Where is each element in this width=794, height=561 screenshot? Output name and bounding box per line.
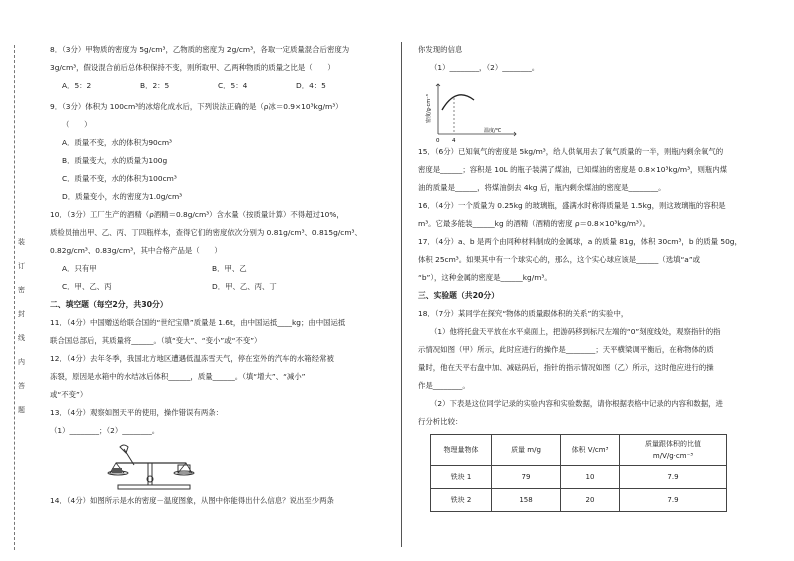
- margin-char: 密: [18, 286, 25, 294]
- q12-line2: 冻裂，原因是水箱中的水结冰后体积______，质量______。（填“增大”、“减小”: [50, 371, 306, 381]
- experiment-data-table: [430, 434, 727, 512]
- q8-line2: 3g/cm³，假设混合前后总体积保持不变，则所取甲、乙两种物质的质量之比是（ ）: [50, 63, 335, 72]
- table-header-row: [431, 435, 727, 466]
- q9-option-d: D．质量变小，水的密度为1.0g/cm³: [62, 191, 183, 201]
- q15-line3: 油的质量是______，将煤油倒去 4kg 后，瓶内剩余煤油的密度是________。: [418, 183, 666, 192]
- q12-line3: 或“不变”）: [50, 389, 88, 399]
- table-header-cell: 物理量物体: [431, 435, 492, 466]
- q9-option-b: B．质量变大，水的质量为100g: [62, 155, 168, 165]
- balance-figure: [94, 443, 204, 491]
- q8-option-c: C．5：4: [218, 81, 248, 90]
- q10-line2: 质检员抽出甲、乙、丙、丁四瓶样本，查得它们的密度依次分别为 0.81g/cm³、0.815g/cm³、: [50, 227, 362, 237]
- margin-char: 封: [18, 310, 25, 318]
- table-cell: 7.9: [620, 466, 727, 489]
- margin-char: 内: [18, 358, 25, 366]
- q10-option-a: A．只有甲: [62, 263, 97, 273]
- table-cell: 铁块 1: [431, 466, 492, 489]
- q18-line2: （1）他将托盘天平放在水平桌面上，把游码移到标尺左端的“0”刻度线处，观察指针的指: [430, 327, 721, 336]
- q11-line1: 11．（4分）中国赠送给联合国的“世纪宝鼎”质量是 1.6t，由中国运抵____kg；由中国运抵: [50, 317, 346, 327]
- margin-char: 订: [18, 262, 25, 270]
- column-divider: [401, 42, 402, 547]
- q14-line1: 14．（4分）如图所示是水的密度－温度图象，从图中你能得出什么信息？说出至少两条: [50, 495, 334, 505]
- q18-line4: 量时，他在天平右盘中加、减砝码后，指针的指示情况如图（乙）所示，这时他应进行的操: [418, 363, 714, 372]
- q10-option-d: D．甲、乙、丙、丁: [212, 281, 277, 291]
- q11-line2: 联合国总部后，其质量将______。（填“变大”、“变小”或“不变”）: [50, 335, 262, 345]
- table-cell: 20: [561, 489, 620, 512]
- table-cell: 7.9: [620, 489, 727, 512]
- binding-dashed-line: [14, 45, 15, 550]
- q8-line1: 8．（3分）甲物质的密度为 5g/cm³，乙物质的密度为 2g/cm³，各取一定质量混合后密度为: [50, 45, 350, 54]
- table-cell: 铁块 2: [431, 489, 492, 512]
- q16-line2: m³。它最多能装______kg 的酒精（酒精的密度 ρ＝0.8×10³kg/m³）。: [418, 219, 650, 228]
- q17-line3: “b”），这种金属的密度是______kg/m³。: [418, 273, 552, 282]
- margin-char: 题: [18, 406, 25, 414]
- q18-line5: 作是________。: [418, 381, 470, 390]
- q12-line1: 12．（4分）去年冬季，我国北方地区遭遇低温冻雪天气，停在室外的汽车的水箱经常被: [50, 353, 334, 363]
- q17-line2: 体积 25cm³。如果其中有一个球实心的，那么，这个实心球应该是______（选填“a”或: [418, 255, 701, 264]
- left-column: [50, 44, 395, 513]
- q9-option-c: C．质量不变，水的体积为100cm³: [62, 173, 177, 183]
- q18-line1: 18．（7分）某同学在探究“物体的质量跟体积的关系”的实验中，: [418, 309, 629, 318]
- table-row: [431, 489, 727, 512]
- binding-margin-labels: [18, 238, 28, 430]
- graph-curve: [442, 95, 474, 110]
- q10-options-row1: [50, 263, 395, 275]
- q18-line7: 行分析比较：: [418, 417, 463, 426]
- q13-line1: 13．（4分）观察如图天平的使用，操作错误有两条：: [50, 407, 224, 417]
- table-header-cell: 质量跟体积的比值 m/V/g·cm⁻³: [620, 435, 727, 466]
- q10-options-row2: [50, 281, 395, 293]
- q16-line1: 16．（4分）一个质量为 0.25kg 的玻璃瓶，盛满水时称得质量是 1.5kg，则这玻璃瓶的容积是: [418, 201, 726, 210]
- table-header-cell: 质量 m/g: [492, 435, 561, 466]
- graph-x-label: 温度/℃: [484, 128, 502, 134]
- section-3-heading: 三、实验题（共20分）: [418, 291, 500, 300]
- table-cell: 158: [492, 489, 561, 512]
- section-2-heading: 二、填空题（每空2分，共30分）: [50, 299, 168, 309]
- q15-line2: 密度是______；容积是 10L 的瓶子装满了煤油，已知煤油的密度是 0.8×10³kg/m³，则瓶内煤: [418, 165, 728, 174]
- table-header-cell: 体积 V/cm³: [561, 435, 620, 466]
- q14-cont-line2: （1）________，（2）________。: [430, 63, 540, 72]
- table-cell: 79: [492, 466, 561, 489]
- margin-char: 装: [18, 238, 25, 246]
- q10-option-b: B．甲、乙: [212, 263, 247, 273]
- q18-line6: （2）下表是这位同学记录的实验内容和实验数据，请你根据表格中记录的内容和数据，进: [430, 399, 723, 408]
- q8-option-d: D．4：5: [296, 81, 326, 90]
- q10-option-c: C．甲、乙、丙: [62, 281, 112, 291]
- q18-line3: 示情况如图（甲）所示，此时应进行的操作是________；天平横梁调平衡后，在称物体的质: [418, 345, 714, 354]
- q8-option-a: A．5：2: [62, 81, 92, 90]
- density-temperature-graph: [424, 80, 524, 144]
- margin-char: 答: [18, 382, 25, 390]
- q10-line1: 10．（3分）工厂生产的酒精（ρ酒精＝0.8g/cm³）含水量（按质量计算）不得超过10%，: [50, 209, 344, 219]
- q9-line1: 9．（3分）体积为 100cm³的冰熔化成水后，下列说法正确的是（ρ冰＝0.9×10³kg/m³）: [50, 101, 343, 111]
- graph-tick-4: 4: [452, 138, 456, 144]
- q17-line1: 17．（4分）a、b 是两个由同种材料制成的金属球，a 的质量 81g，体积 30cm³，b 的质量 50g，: [418, 237, 742, 246]
- graph-tick-0: 0: [436, 138, 440, 144]
- q9-line2: （ ）: [62, 119, 92, 129]
- table-row: [431, 466, 727, 489]
- table-cell: 10: [561, 466, 620, 489]
- q8-options: [50, 80, 395, 92]
- q9-option-a: A．质量不变，水的体积为90cm³: [62, 137, 172, 147]
- graph-y-label: 密度/g·cm⁻³: [426, 94, 432, 123]
- right-column: [418, 44, 780, 512]
- q14-cont-line1: 你发现的信息: [418, 45, 463, 54]
- q8-option-b: B．2：5: [140, 81, 170, 90]
- margin-char: 线: [18, 334, 25, 342]
- q15-line1: 15．（6分）已知氧气的密度是 5kg/m³，给人供氧用去了氧气质量的一半，则瓶内剩余氧气的: [418, 147, 724, 156]
- q10-line3: 0.82g/cm³、0.83g/cm³，其中合格产品是（ ）: [50, 245, 222, 255]
- q13-line2: （1）________；（2）________。: [50, 425, 160, 435]
